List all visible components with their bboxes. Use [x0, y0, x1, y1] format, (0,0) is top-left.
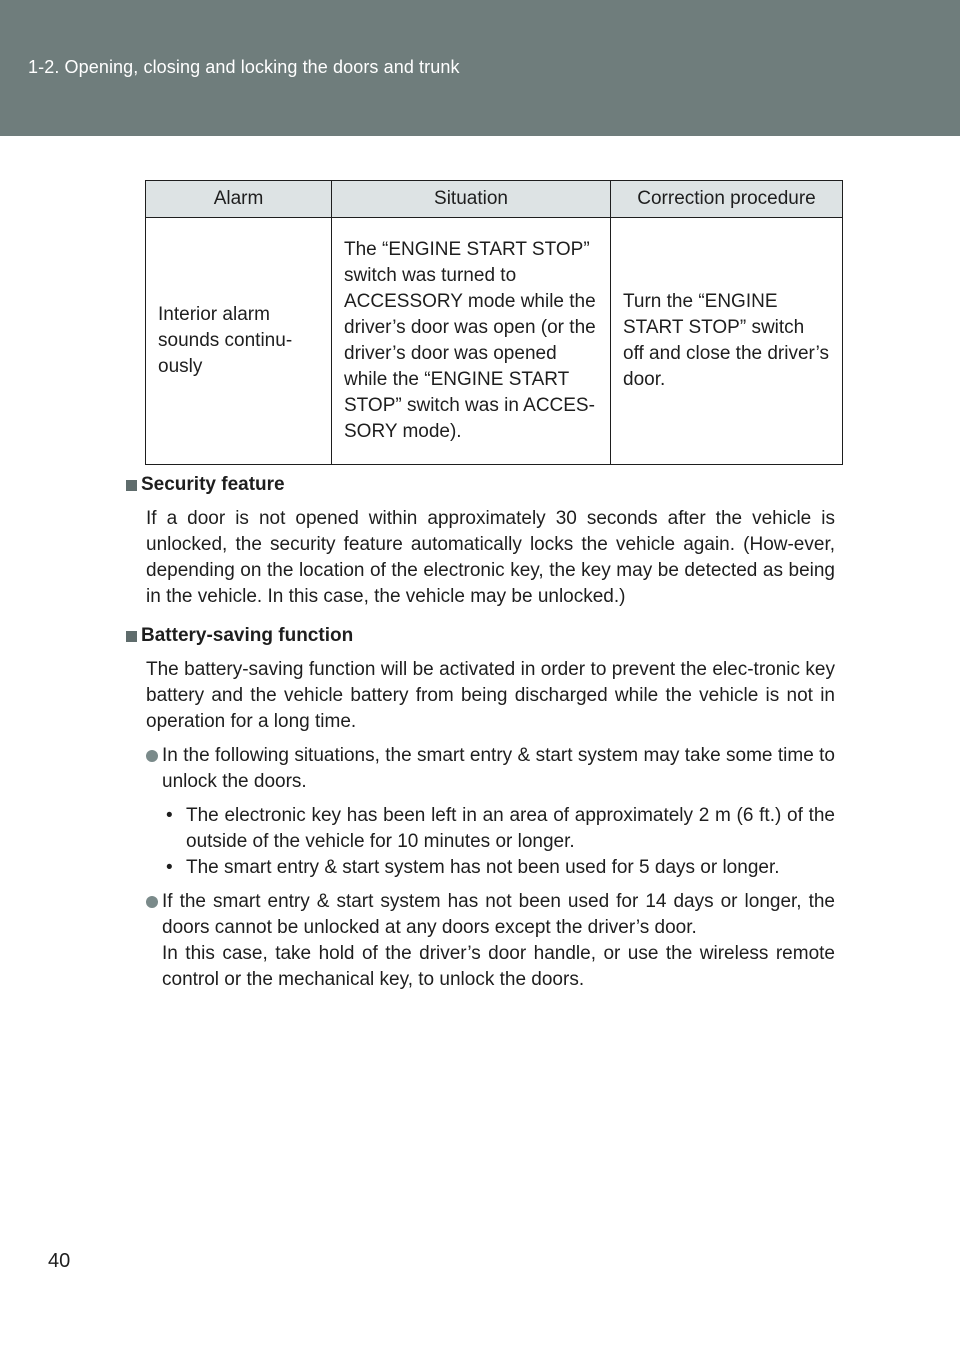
- sub-list-item: • The smart entry & start system has not been used for 5 days or longer.: [162, 855, 835, 881]
- circle-bullet-icon: [146, 750, 158, 762]
- bullet-text: In the following situations, the smart entry & start system may take some time to unlock the doors.: [162, 745, 835, 792]
- cell-correction: Turn the “ENGINE START STOP” switch off and close the driver’s door.: [611, 218, 843, 465]
- main-content: [126, 472, 835, 993]
- bullet-text: If the smart entry & start system has not been used for 14 days or longer, the doors cannot be unlocked at any doors except the driver’s door.: [162, 891, 835, 938]
- list-item: [146, 743, 835, 881]
- header-title: 1-2. Opening, closing and locking the doors and trunk: [28, 57, 460, 77]
- bullet-text-continued: In this case, take hold of the driver’s door handle, or use the wireless remote control or the mechanical key, to unlock the doors.: [162, 943, 835, 990]
- dot-bullet-icon: •: [166, 857, 173, 878]
- list-item: [146, 889, 835, 993]
- table-row: [146, 218, 843, 465]
- section-body: If a door is not opened within approximately 30 seconds after the vehicle is unlocked, the security feature automatically locks the vehicle again. (How-ever, depending on the location of the electronic key, the key may be detected as being in the vehicle. In this case, the vehicle may be unlocked.): [146, 508, 835, 607]
- table-header-row: [146, 181, 843, 218]
- page-header: [0, 0, 960, 136]
- cell-situation: The “ENGINE START STOP” switch was turned to ACCESSORY mode while the driver’s door was open (or the driver’s door was opened while the “ENGINE START STOP” switch was in ACCES-SORY mode).: [332, 218, 611, 465]
- column-header-situation: Situation: [332, 181, 611, 218]
- alarm-table: [145, 180, 843, 465]
- sub-list-item: • The electronic key has been left in an area of approximately 2 m (6 ft.) of the outside of the vehicle for 10 minutes or longer.: [162, 803, 835, 855]
- column-header-correction: Correction procedure: [611, 181, 843, 218]
- circle-bullet-icon: [146, 896, 158, 908]
- column-header-alarm: Alarm: [146, 181, 332, 218]
- square-bullet-icon: [126, 480, 137, 491]
- dot-bullet-icon: •: [166, 805, 173, 826]
- page-number: 40: [48, 1250, 71, 1272]
- sub-list: [162, 803, 835, 881]
- section-heading-text: Security feature: [141, 474, 285, 495]
- section-heading: [126, 472, 835, 498]
- section-heading-text: Battery-saving function: [141, 625, 354, 646]
- cell-alarm: Interior alarm sounds continu-ously: [146, 218, 332, 465]
- section-body: The battery-saving function will be activated in order to prevent the elec-tronic key battery and the vehicle battery from being discharged while the vehicle is not in operation for a long time.: [146, 659, 835, 732]
- section-heading: [126, 623, 835, 649]
- square-bullet-icon: [126, 631, 137, 642]
